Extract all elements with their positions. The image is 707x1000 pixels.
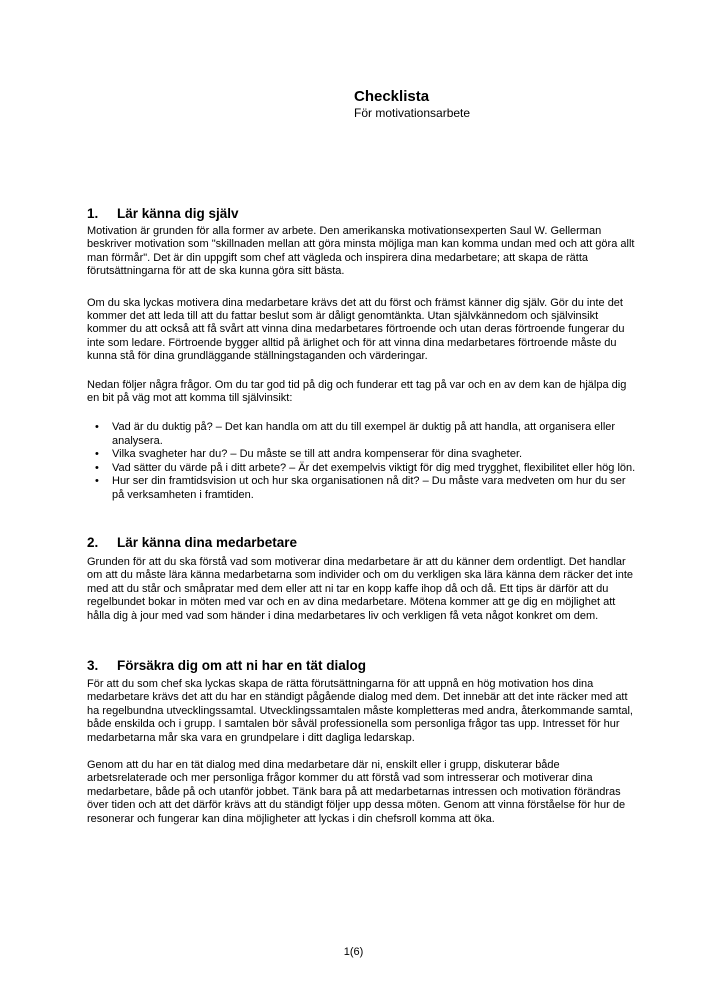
section-2-heading-text: Lär känna dina medarbetare [117,534,298,550]
paragraph: Om du ska lyckas motivera dina medarbetare krävs det att du först och främst känner dig själv. Gör du inte det kommer det att leda till att du fattar beslut som är dåligt genomtänkta. Utan självkännedom och självinsikt kommer du att också att få svårt att vinna dina medarbetares förtroende och utan deras förtroende fungerar du inte som ledare. Förtroende bygger alltid på ärlighet och för att vinna dina medarbetares förtroende måste du kunna stå för dina grundläggande ställningstaganden och värderingar. [87,296,625,363]
section-3-heading [87,658,640,674]
paragraph: Genom att du har en tät dialog med dina medarbetare där ni, enskilt eller i grupp, diskuterar både arbetsrelaterade och mer personliga frågor kommer du att förstå vad som intresserar och motiverar dina medarbetare, både på och utanför jobbet. Tänk bara på att medarbetarnas intressen och motivation förändras över tiden och att det därför krävs att du ständigt följer upp dessa möten. Genom att vinna förståelse för hur de resonerar och fungerar kan dina möjligheter att lyckas i din chefsroll komma att öka. [87,758,626,825]
section-1-number: 1. [87,206,99,221]
bullet-item: • Vad är du duktig på? – Det kan handla om att du till exempel är duktig på att handla, att organisera eller analysera. [95,421,640,448]
section-3-heading-text: Försäkra dig om att ni har en tät dialog [117,657,367,673]
section-2-heading [87,535,640,551]
bullet-item: • Hur ser din framtidsvision ut och hur ska organisationen nå dit? – Du måste vara medveten om hur du ser på verksamheten i framtiden. [95,475,640,502]
paragraph: För att du som chef ska lyckas skapa de rätta förutsättningarna för att uppnå en hög motivation hos dina medarbetare krävs det att du har en ständigt pågående dialog med dem. Det innebär att det inte räcker med att ha regelbundna utvecklingssamtal. Utvecklingssamtalen måste kompletteras med andra, återkommande samtal, både enskilda och i grupp. I samtalen bör såväl professionella som personliga frågor tas upp. Intresset för hur medarbetarna mår ska vara en grundpelare i ditt dagliga ledarskap. [87,677,633,744]
bullet-item: • Vad sätter du värde på i ditt arbete? – Är det exempelvis viktigt för dig med trygghet, flexibilitet eller hög lön. [95,462,640,475]
page-number: 1(6) [343,946,364,958]
paragraph: Grunden för att du ska förstå vad som motiverar dina medarbetare är att du känner dem ordentligt. Det handlar om att du måste lära känna medarbetarna som individer och om du verkligen ska lära känna dem räcker det inte med att du står och småpratar med dem eller att ni tar en kopp kaffe ihop då och då. Ett tips är därför att du regelbundet bokar in möten med var och en av dina medarbetare. Mötena kommer att ge dig en möjlighet att hålla dig à jour med vad som händer i dina medarbetares liv och verkligen få veta något konkret om dem. [87,555,634,622]
self-insight-question-list [87,421,640,501]
page-title: Checklista [354,88,430,105]
section-3-number: 3. [87,657,99,673]
section-1-heading [87,206,640,222]
paragraph: Nedan följer några frågor. Om du tar god tid på dig och funderar ett tag på var och en av dem kan de hjälpa dig en bit på väg mot att komma till självinsikt: [87,378,627,405]
section-1-heading-text: Lär känna dig själv [117,206,239,221]
paragraph: Motivation är grunden för alla former av arbete. Den amerikanska motivationsexperten Saul W. Gellerman beskriver motivation som "skillnaden mellan att göra minsta möjliga man kan komma undan med och att göra allt man förmår". Det är din uppgift som chef att vägleda och inspirera dina medarbetare; att skapa de rätta förutsättningarna för att de ska kunna göra sitt bästa. [87,225,635,278]
page-subtitle: För motivationsarbete [354,106,471,120]
section-2-number: 2. [87,534,99,550]
title-block [354,88,640,121]
bullet-item: • Vilka svagheter har du? – Du måste se till att andra kompenserar för dina svagheter. [95,448,640,461]
